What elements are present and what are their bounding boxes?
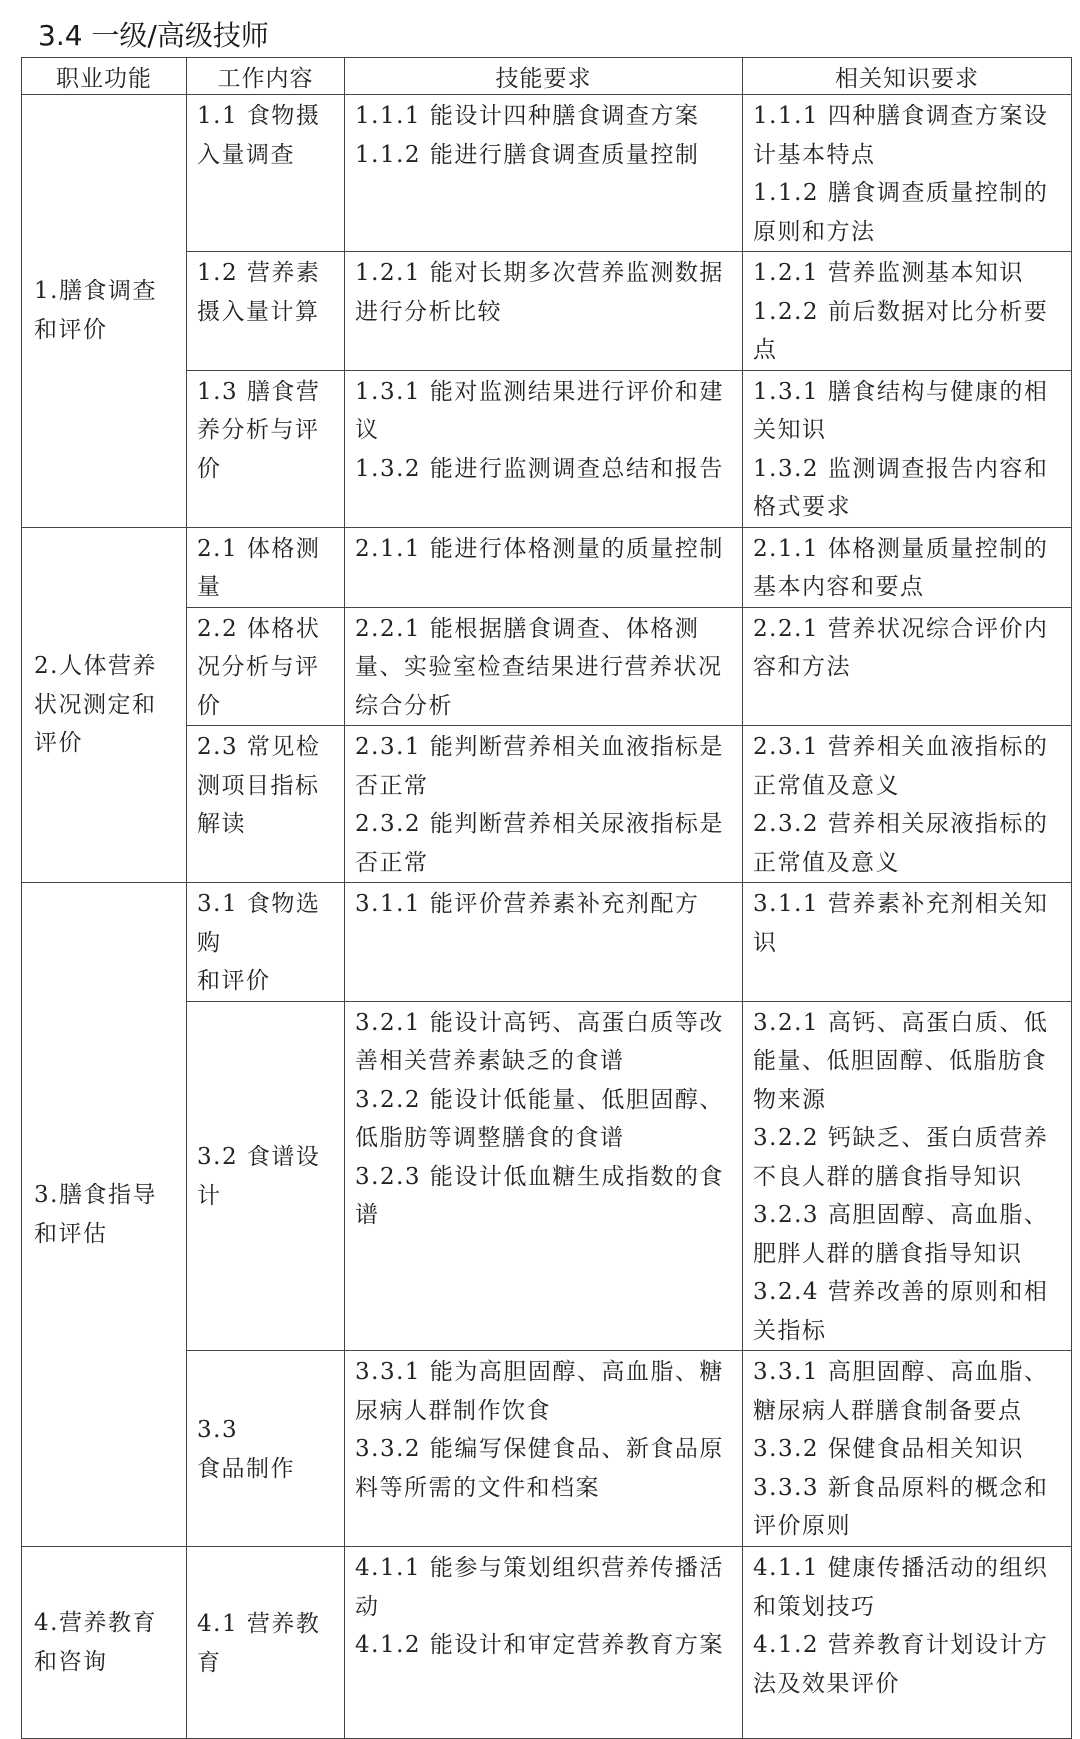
work-content-cell bbox=[187, 883, 345, 1002]
knowledge-item: 3.1.1 营养素补充剂相关知识 bbox=[753, 891, 1049, 956]
skill-cell bbox=[345, 1351, 743, 1547]
skill-item: 1.1.1 能设计四种膳食调查方案 bbox=[355, 103, 700, 129]
skill-item: 2.3.1 能判断营养相关血液指标是否正常 bbox=[355, 734, 724, 799]
skill-item: 1.3.1 能对监测结果进行评价和建议 bbox=[355, 378, 724, 443]
knowledge-item: 1.3.2 监测调查报告内容和格式要求 bbox=[753, 455, 1049, 520]
work-content-line: 3.3 bbox=[197, 1417, 239, 1443]
skill-item: 3.3.1 能为高胆固醇、高血脂、糖尿病人群制作饮食 bbox=[355, 1359, 724, 1424]
knowledge-cell bbox=[743, 1547, 1072, 1739]
knowledge-cell bbox=[743, 1001, 1072, 1351]
knowledge-cell bbox=[743, 726, 1072, 883]
skill-cell bbox=[345, 1547, 743, 1739]
knowledge-item: 3.2.1 高钙、高蛋白质、低能量、低胆固醇、低脂肪食物来源 bbox=[753, 1009, 1049, 1113]
header-work-content: 工作内容 bbox=[187, 58, 345, 95]
table-row bbox=[22, 95, 1072, 252]
knowledge-item: 2.2.1 营养状况综合评价内容和方法 bbox=[753, 615, 1049, 680]
knowledge-item: 3.2.3 高胆固醇、高血脂、肥胖人群的膳食指导知识 bbox=[753, 1202, 1049, 1267]
knowledge-item: 1.2.2 前后数据对比分析要点 bbox=[753, 298, 1049, 363]
work-content-cell: 1.2 营养素摄入量计算 bbox=[187, 252, 345, 371]
knowledge-item: 3.2.4 营养改善的原则和相关指标 bbox=[753, 1279, 1049, 1344]
skill-item: 1.2.1 能对长期多次营养监测数据进行分析比较 bbox=[355, 260, 724, 325]
function-cell: 4.营养教育和咨询 bbox=[22, 1547, 187, 1739]
table-row bbox=[22, 1547, 1072, 1739]
knowledge-item: 2.3.1 营养相关血液指标的正常值及意义 bbox=[753, 734, 1049, 799]
work-content-cell: 3.2 食谱设计 bbox=[187, 1001, 345, 1351]
skill-cell bbox=[345, 883, 743, 1002]
function-cell: 1.膳食调查和评价 bbox=[22, 95, 187, 528]
work-content-cell: 1.3 膳食营养分析与评价 bbox=[187, 370, 345, 527]
skill-cell bbox=[345, 527, 743, 607]
section-title: 3.4 一级/高级技师 bbox=[38, 19, 269, 52]
skill-cell bbox=[345, 726, 743, 883]
knowledge-item: 1.2.1 营养监测基本知识 bbox=[753, 260, 1024, 286]
skill-item: 3.1.1 能评价营养素补充剂配方 bbox=[355, 891, 700, 917]
knowledge-item: 1.1.2 膳食调查质量控制的原则和方法 bbox=[753, 180, 1049, 245]
skill-item: 2.1.1 能进行体格测量的质量控制 bbox=[355, 535, 724, 562]
knowledge-item: 1.1.1 四种膳食调查方案设计基本特点 bbox=[753, 103, 1049, 168]
work-content-line: 3.1 食物选购 bbox=[197, 891, 321, 956]
function-cell: 2.人体营养状况测定和评价 bbox=[22, 527, 187, 883]
knowledge-item: 2.1.1 体格测量质量控制的基本内容和要点 bbox=[753, 535, 1049, 600]
skill-item: 3.3.2 能编写保健食品、新食品原料等所需的文件和档案 bbox=[355, 1436, 724, 1501]
skill-item: 4.1.1 能参与策划组织营养传播活动 bbox=[355, 1555, 724, 1620]
skill-cell bbox=[345, 1001, 743, 1351]
knowledge-cell bbox=[743, 883, 1072, 1002]
work-content-cell bbox=[187, 1351, 345, 1547]
skill-item: 2.3.2 能判断营养相关尿液指标是否正常 bbox=[355, 811, 724, 876]
knowledge-item: 4.1.2 营养教育计划设计方法及效果评价 bbox=[753, 1632, 1049, 1697]
knowledge-cell bbox=[743, 370, 1072, 527]
skill-requirements-table bbox=[21, 57, 1072, 1739]
table-header-row bbox=[22, 58, 1072, 95]
table-row bbox=[22, 883, 1072, 1002]
header-skill-requirements: 技能要求 bbox=[345, 58, 743, 95]
header-knowledge-requirements: 相关知识要求 bbox=[743, 58, 1072, 95]
knowledge-item: 1.3.1 膳食结构与健康的相关知识 bbox=[753, 378, 1049, 443]
skill-cell bbox=[345, 607, 743, 726]
knowledge-item: 3.3.1 高胆固醇、高血脂、糖尿病人群膳食制备要点 bbox=[753, 1359, 1049, 1424]
knowledge-item: 3.3.3 新食品原料的概念和评价原则 bbox=[753, 1474, 1049, 1539]
skill-item: 3.2.2 能设计低能量、低胆固醇、低脂肪等调整膳食的食谱 bbox=[355, 1086, 724, 1151]
header-function: 职业功能 bbox=[22, 58, 187, 95]
skill-cell bbox=[345, 252, 743, 371]
skill-item: 1.1.2 能进行膳食调查质量控制 bbox=[355, 141, 700, 168]
skill-item: 4.1.2 能设计和审定营养教育方案 bbox=[355, 1632, 724, 1658]
work-content-cell: 2.2 体格状况分析与评价 bbox=[187, 607, 345, 726]
work-content-cell: 2.1 体格测量 bbox=[187, 527, 345, 607]
work-content-line: 食品制作 bbox=[197, 1455, 295, 1482]
work-content-line: 和评价 bbox=[197, 968, 271, 994]
work-content-cell: 2.3 常见检测项目指标解读 bbox=[187, 726, 345, 883]
work-content-cell: 4.1 营养教育 bbox=[187, 1547, 345, 1739]
knowledge-cell bbox=[743, 1351, 1072, 1547]
skill-item: 3.2.3 能设计低血糖生成指数的食谱 bbox=[355, 1163, 724, 1228]
knowledge-item: 3.2.2 钙缺乏、蛋白质营养不良人群的膳食指导知识 bbox=[753, 1125, 1049, 1190]
skill-cell bbox=[345, 370, 743, 527]
skill-item: 3.2.1 能设计高钙、高蛋白质等改善相关营养素缺乏的食谱 bbox=[355, 1009, 724, 1074]
knowledge-item: 3.3.2 保健食品相关知识 bbox=[753, 1436, 1024, 1462]
knowledge-cell bbox=[743, 527, 1072, 607]
skill-cell bbox=[345, 95, 743, 252]
knowledge-cell bbox=[743, 95, 1072, 252]
knowledge-item: 4.1.1 健康传播活动的组织和策划技巧 bbox=[753, 1555, 1049, 1620]
knowledge-item: 2.3.2 营养相关尿液指标的正常值及意义 bbox=[753, 811, 1049, 876]
knowledge-cell bbox=[743, 252, 1072, 371]
function-cell: 3.膳食指导和评估 bbox=[22, 883, 187, 1547]
table-row bbox=[22, 527, 1072, 607]
work-content-cell: 1.1 食物摄入量调查 bbox=[187, 95, 345, 252]
skill-item: 1.3.2 能进行监测调查总结和报告 bbox=[355, 455, 724, 482]
skill-item: 2.2.1 能根据膳食调查、体格测量、实验室检查结果进行营养状况综合分析 bbox=[355, 615, 723, 719]
knowledge-cell bbox=[743, 607, 1072, 726]
